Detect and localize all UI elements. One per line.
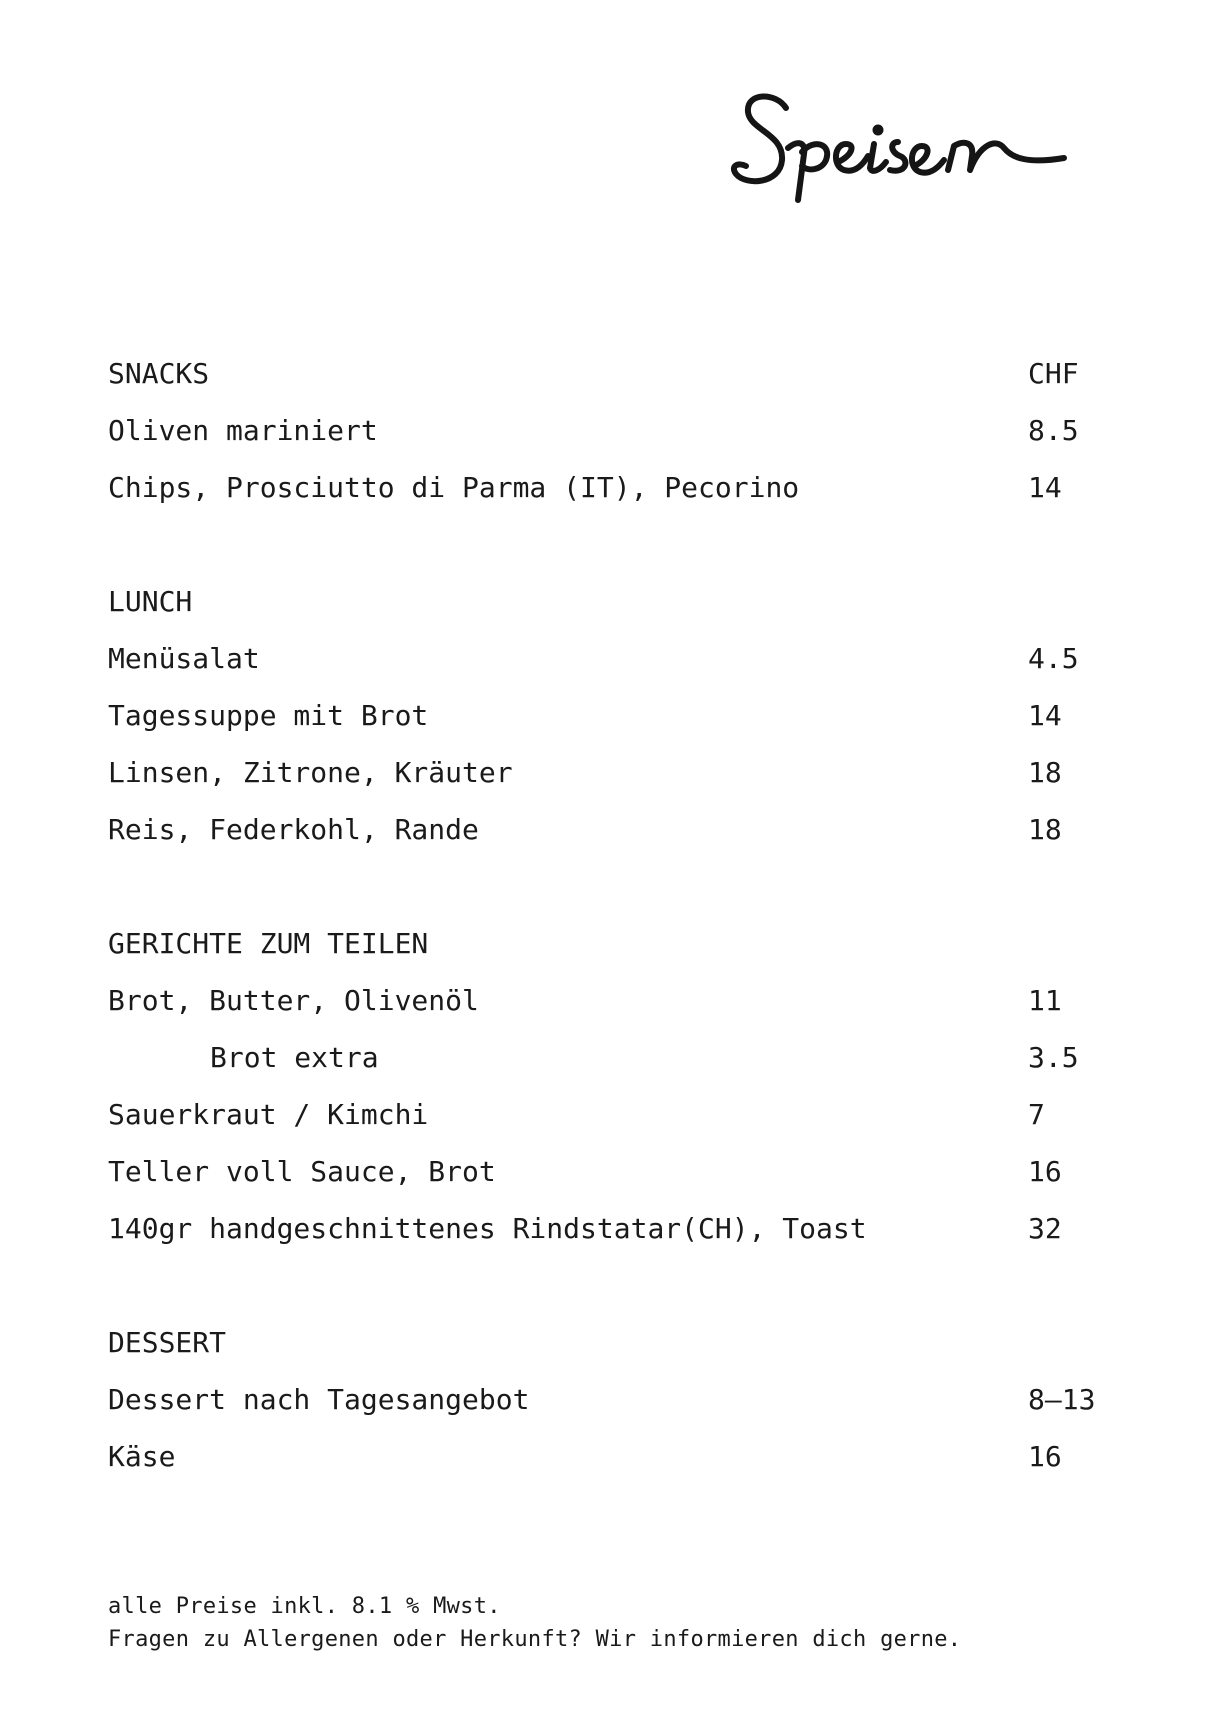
- item-name: Menüsalat: [108, 642, 260, 675]
- item-name: 140gr handgeschnittenes Rindstatar(CH), Toast: [108, 1212, 867, 1245]
- menu-item: [108, 468, 1118, 525]
- item-name: Sauerkraut / Kimchi: [108, 1098, 429, 1131]
- item-price: 16: [1028, 1440, 1062, 1473]
- menu-item: [108, 639, 1118, 696]
- item-price: 14: [1028, 471, 1062, 504]
- item-name: Tagessuppe mit Brot: [108, 699, 429, 732]
- item-name: Chips, Prosciutto di Parma (IT), Pecorino: [108, 471, 800, 504]
- item-price: 4.5: [1028, 642, 1079, 675]
- speisen-script-logo: [728, 82, 1088, 212]
- item-name: Käse: [108, 1440, 176, 1473]
- vat-note: alle Preise inkl. 8.1 % Mwst.: [108, 1594, 501, 1619]
- menu-item: [108, 810, 1118, 867]
- item-name: Reis, Federkohl, Rande: [108, 813, 479, 846]
- item-name: Linsen, Zitrone, Kräuter: [108, 756, 513, 789]
- section-header-gerichte: [108, 924, 1118, 981]
- item-name: Oliven mariniert: [108, 414, 378, 447]
- item-name: Brot, Butter, Olivenöl: [108, 984, 479, 1017]
- menu-item: [108, 1380, 1118, 1437]
- section-spacer: [108, 1266, 1118, 1323]
- menu-item: [108, 1437, 1118, 1494]
- section-spacer: [108, 867, 1118, 924]
- item-price: 16: [1028, 1155, 1062, 1188]
- menu-item: [108, 1095, 1118, 1152]
- item-price: 8–13: [1028, 1383, 1096, 1416]
- section-spacer: [108, 525, 1118, 582]
- menu-item: [108, 981, 1118, 1038]
- item-price: 8.5: [1028, 414, 1079, 447]
- section-heading: GERICHTE ZUM TEILEN: [108, 927, 429, 960]
- menu-item: [108, 411, 1118, 468]
- section-heading: SNACKS: [108, 357, 210, 390]
- section-heading: DESSERT: [108, 1326, 227, 1359]
- item-price: 14: [1028, 699, 1062, 732]
- menu-item: [108, 1152, 1118, 1209]
- currency-label: CHF: [1028, 357, 1079, 390]
- section-header-dessert: [108, 1323, 1118, 1380]
- item-price: 3.5: [1028, 1041, 1079, 1074]
- menu-item: [108, 696, 1118, 753]
- item-price: 7: [1028, 1098, 1045, 1131]
- menu-list: [108, 354, 1118, 1494]
- section-header-snacks: [108, 354, 1118, 411]
- menu-item: [108, 1209, 1118, 1266]
- item-price: 32: [1028, 1212, 1062, 1245]
- item-name: Dessert nach Tagesangebot: [108, 1383, 530, 1416]
- item-price: 18: [1028, 813, 1062, 846]
- item-price: 11: [1028, 984, 1062, 1017]
- item-price: 18: [1028, 756, 1062, 789]
- allergen-note: Fragen zu Allergenen oder Herkunft? Wir informieren dich gerne.: [108, 1627, 962, 1652]
- item-name: Brot extra: [210, 1041, 379, 1074]
- menu-item: [108, 753, 1118, 810]
- item-name: Teller voll Sauce, Brot: [108, 1155, 496, 1188]
- menu-item-addon: [108, 1038, 1118, 1095]
- section-heading: LUNCH: [108, 585, 193, 618]
- section-header-lunch: [108, 582, 1118, 639]
- footer-notes: [108, 1590, 961, 1656]
- page-title-handwritten: [728, 82, 1088, 212]
